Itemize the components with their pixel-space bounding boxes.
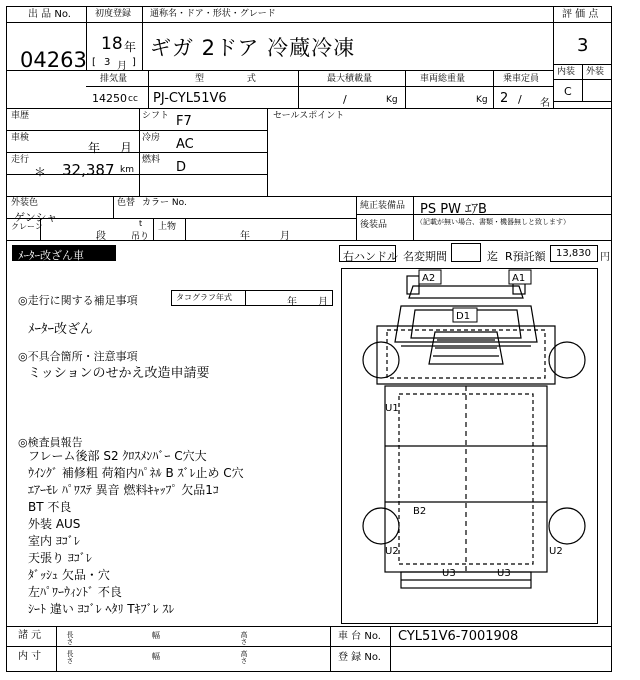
mileage-value: 32,387 (62, 161, 115, 179)
exterior-color-label: 外装色 (11, 198, 39, 208)
inspector-line: 左ﾊﾟﾜｰｳｨﾝﾄﾞ 不良 (28, 585, 122, 599)
sales-point-label: セールスポイント (273, 111, 345, 121)
gross-weight-label: 車両総重量 (420, 74, 466, 84)
marker-u2-left: U2 (385, 546, 399, 557)
cab-body (377, 326, 555, 384)
upper-month-unit: 月 (280, 231, 290, 242)
aircon-value: AC (176, 137, 194, 152)
exterior-label: 外装 (586, 67, 605, 77)
mileage-label: 走行 (11, 155, 30, 165)
grade-label: 評 価 点 (562, 9, 599, 20)
max-load-unit: Kg (386, 95, 398, 105)
dims-width-label: 幅 (152, 631, 160, 640)
defects-text: ミッションのせかえ改造申請要 (28, 366, 210, 381)
tachograph-label: タコグラフ年式 (176, 293, 232, 302)
marker-a2: A2 (422, 273, 436, 284)
interior-height-label: 高さ (240, 650, 248, 664)
capacity-sep: / (518, 93, 522, 106)
marker-b2: B2 (413, 506, 427, 517)
interior-label: 内装 (557, 67, 576, 77)
chassis-label: 車 台 No. (338, 631, 381, 642)
capacity-unit: 名 (540, 98, 550, 109)
name-change-box (451, 243, 481, 262)
dims-length-label: 長さ (66, 631, 74, 645)
inspector-line: ｳｲﾝｸﾞ 補修粗 荷箱内ﾊﾟﾈﾙ B ｽﾞﾚ止め C穴 (28, 466, 244, 480)
driving-notes-text: ﾒｰﾀｰ改ざん (28, 322, 94, 337)
reg-year-unit: 年 (124, 40, 137, 54)
aftermarket-note: （記載が無い場合、書類・機器無しと致します） (416, 218, 570, 226)
marker-a1: A1 (512, 273, 526, 284)
mileage-prefix: ＊ (34, 165, 47, 179)
fuel-label: 燃料 (142, 155, 161, 165)
inspector-line: ｴｱｰﾓﾚ ﾊﾟﾜｽﾃ 異音 燃料ｷｬｯﾌﾟ 欠品1ｺ (28, 483, 219, 497)
lot-label: 出 品 No. (28, 9, 71, 20)
inspection-year-unit: 年 (88, 141, 101, 155)
reg-year: 18 (101, 34, 123, 54)
exterior-color: ゲンシャ (14, 211, 58, 224)
interior-grade: C (564, 85, 572, 98)
steering-value: 右ハンドル (343, 250, 398, 263)
marker-u1: U1 (385, 403, 399, 414)
model-label: 型 式 (195, 74, 256, 84)
color-no-label: 色替 (117, 198, 136, 208)
name-change-label: 名変期間 (403, 250, 447, 263)
registration-label: 登 録 No. (338, 652, 381, 663)
gross-weight-unit: Kg (476, 95, 488, 105)
inspector-label: ◎検査員報告 (18, 436, 83, 449)
shift-label: シフト (142, 111, 170, 121)
interior-width-label: 幅 (152, 652, 160, 661)
capacity-label: 乗車定員 (503, 74, 540, 84)
lot-number: 04263 (20, 48, 87, 72)
inspector-report (28, 448, 338, 618)
vehicle-name-label: 通称名・ドア・形状・グレード (150, 9, 276, 19)
crane-stage-label: 段 (96, 231, 106, 242)
chassis-number: CYL51V6-7001908 (398, 629, 519, 644)
inspector-line: BT 不良 (28, 500, 72, 514)
front-left-wheel (363, 342, 399, 378)
tachograph-month-unit: 月 (318, 297, 328, 308)
history-label: 車歴 (11, 111, 30, 121)
name-change-suffix: 迄 (487, 250, 498, 263)
aircon-label: 冷房 (142, 133, 161, 143)
left-mirror (407, 276, 419, 294)
displacement-label: 排気量 (100, 74, 128, 84)
r-fee-unit: 円 (600, 252, 610, 263)
equipment: PS PW ｴｱB (420, 202, 487, 217)
upper-year-unit: 年 (240, 231, 250, 242)
inspector-line: フレーム後部 S2 ｸﾛｽﾒﾝﾊﾞｰ C穴大 (28, 449, 207, 463)
rear-left-wheel (363, 508, 399, 544)
dims-height-label: 高さ (240, 631, 248, 645)
reg-month-bracket-open: [ (92, 57, 96, 68)
reg-month: 3 (104, 57, 111, 68)
marker-d1: D1 (456, 311, 471, 322)
color-code-label: カラー No. (142, 198, 187, 208)
displacement: 14250 (92, 92, 127, 105)
mileage-unit: km (120, 165, 134, 175)
tachograph-year-unit: 年 (287, 297, 297, 308)
overall-grade: 3 (577, 35, 589, 56)
max-load-label: 最大積載量 (327, 74, 373, 84)
dims-label: 諸 元 (18, 630, 42, 641)
inspector-line: ﾀﾞｯｼｭ 欠品・穴 (28, 568, 110, 582)
driving-notes-label: ◎走行に関する補足事項 (18, 294, 138, 307)
fuel-value: D (176, 160, 187, 175)
inspection-month-unit: 月 (120, 141, 133, 155)
shift-value: F7 (176, 114, 192, 129)
upper-label: 上物 (158, 222, 177, 232)
inspector-line: 室内 ﾖｺﾞﾚ (28, 534, 80, 548)
capacity: 2 (500, 91, 509, 106)
r-fee-value: 13,830 (556, 248, 591, 259)
crane-label: クレーン (11, 222, 43, 231)
max-load-sep: / (343, 93, 347, 106)
inspector-line: ｼｰﾄ 違い ﾖｺﾞﾚ ﾍﾀﾘ Tｷﾌﾞﾚ ｽﾚ (28, 602, 175, 616)
crane-lift-label: 吊り (131, 232, 150, 242)
crane-ton-label: t (139, 219, 143, 228)
equipment-label: 純正装備品 (360, 201, 406, 211)
model-code: PJ-CYL51V6 (153, 91, 227, 106)
truck-outline (363, 276, 585, 588)
inspector-line: 天張り ﾖｺﾞﾚ (28, 551, 92, 565)
marker-u2-right: U2 (549, 546, 563, 557)
inspector-line: 外装 AUS (28, 517, 81, 531)
interior-dims-label: 内 寸 (18, 651, 42, 662)
marker-u3-left: U3 (442, 568, 456, 579)
cab-roof (409, 286, 523, 298)
marker-u3-right: U3 (497, 568, 511, 579)
reg-month-bracket-close: ] (132, 57, 136, 68)
defects-label: ◎不具合箇所・注意事項 (18, 350, 138, 363)
reg-month-unit: 月 (117, 61, 127, 72)
inspection-label: 車検 (11, 133, 30, 143)
r-fee-label: R預託額 (505, 250, 546, 263)
vehicle-name: ギガ 2ドア 冷蔵冷凍 (150, 36, 356, 60)
truck-diagram (341, 268, 598, 624)
first-reg-label: 初度登録 (95, 9, 132, 19)
aftermarket-label: 後装品 (360, 220, 388, 230)
interior-length-label: 長さ (66, 650, 74, 664)
meter-tampered-text: ﾒｰﾀｰ改ざん車 (18, 249, 84, 262)
displacement-unit: cc (128, 94, 138, 104)
rear-right-wheel (549, 508, 585, 544)
